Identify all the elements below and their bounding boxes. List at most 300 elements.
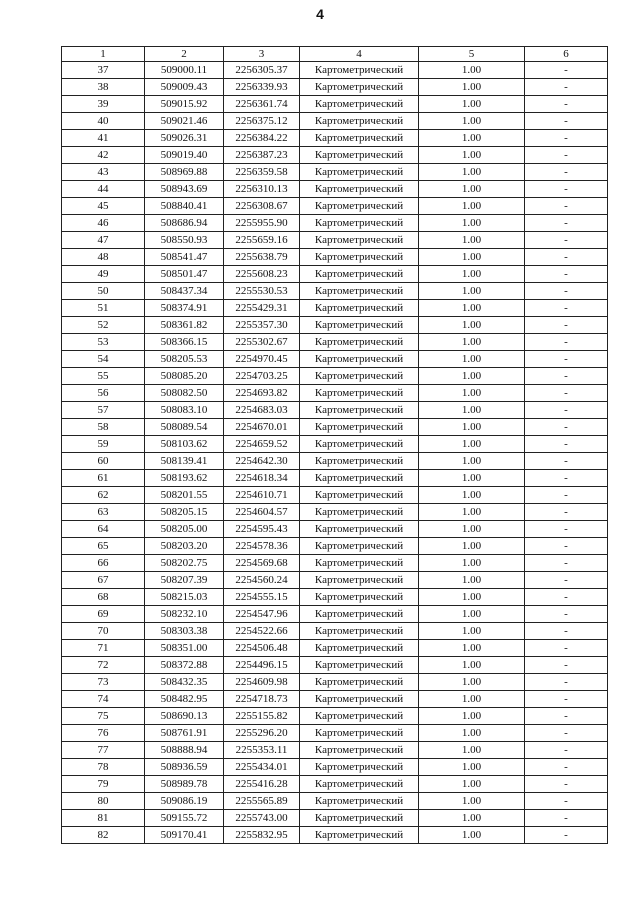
point-number-cell: 67 bbox=[62, 572, 145, 589]
table-row bbox=[62, 776, 608, 793]
y-coordinate-cell: 2255353.11 bbox=[224, 742, 300, 759]
method-cell: Картометрический bbox=[300, 453, 419, 470]
x-coordinate-cell: 508943.69 bbox=[145, 181, 224, 198]
point-number-cell: 69 bbox=[62, 606, 145, 623]
description-cell: - bbox=[525, 640, 608, 657]
method-cell: Картометрический bbox=[300, 334, 419, 351]
point-number-cell: 64 bbox=[62, 521, 145, 538]
table-row bbox=[62, 691, 608, 708]
y-coordinate-cell: 2256384.22 bbox=[224, 130, 300, 147]
x-coordinate-cell: 509086.19 bbox=[145, 793, 224, 810]
table-row bbox=[62, 419, 608, 436]
method-cell: Картометрический bbox=[300, 113, 419, 130]
accuracy-cell: 1.00 bbox=[419, 691, 525, 708]
table-row bbox=[62, 436, 608, 453]
method-cell: Картометрический bbox=[300, 606, 419, 623]
x-coordinate-cell: 508089.54 bbox=[145, 419, 224, 436]
table-row bbox=[62, 368, 608, 385]
description-cell: - bbox=[525, 742, 608, 759]
point-number-cell: 50 bbox=[62, 283, 145, 300]
description-cell: - bbox=[525, 334, 608, 351]
x-coordinate-cell: 508372.88 bbox=[145, 657, 224, 674]
point-number-cell: 75 bbox=[62, 708, 145, 725]
description-cell: - bbox=[525, 198, 608, 215]
accuracy-cell: 1.00 bbox=[419, 96, 525, 113]
accuracy-cell: 1.00 bbox=[419, 283, 525, 300]
y-coordinate-cell: 2254970.45 bbox=[224, 351, 300, 368]
method-cell: Картометрический bbox=[300, 232, 419, 249]
method-cell: Картометрический bbox=[300, 283, 419, 300]
description-cell: - bbox=[525, 317, 608, 334]
description-cell: - bbox=[525, 606, 608, 623]
accuracy-cell: 1.00 bbox=[419, 810, 525, 827]
table-row bbox=[62, 215, 608, 232]
accuracy-cell: 1.00 bbox=[419, 79, 525, 96]
table-row bbox=[62, 589, 608, 606]
y-coordinate-cell: 2255434.01 bbox=[224, 759, 300, 776]
accuracy-cell: 1.00 bbox=[419, 181, 525, 198]
x-coordinate-cell: 508482.95 bbox=[145, 691, 224, 708]
x-coordinate-cell: 508366.15 bbox=[145, 334, 224, 351]
y-coordinate-cell: 2254560.24 bbox=[224, 572, 300, 589]
accuracy-cell: 1.00 bbox=[419, 470, 525, 487]
description-cell: - bbox=[525, 538, 608, 555]
accuracy-cell: 1.00 bbox=[419, 419, 525, 436]
point-number-cell: 61 bbox=[62, 470, 145, 487]
point-number-cell: 77 bbox=[62, 742, 145, 759]
description-cell: - bbox=[525, 691, 608, 708]
method-cell: Картометрический bbox=[300, 759, 419, 776]
method-cell: Картометрический bbox=[300, 198, 419, 215]
x-coordinate-cell: 508501.47 bbox=[145, 266, 224, 283]
method-cell: Картометрический bbox=[300, 623, 419, 640]
table-row bbox=[62, 385, 608, 402]
x-coordinate-cell: 508888.94 bbox=[145, 742, 224, 759]
description-cell: - bbox=[525, 164, 608, 181]
y-coordinate-cell: 2256375.12 bbox=[224, 113, 300, 130]
description-cell: - bbox=[525, 266, 608, 283]
description-cell: - bbox=[525, 113, 608, 130]
x-coordinate-cell: 508202.75 bbox=[145, 555, 224, 572]
header-cell-5: 5 bbox=[419, 47, 525, 62]
point-number-cell: 56 bbox=[62, 385, 145, 402]
accuracy-cell: 1.00 bbox=[419, 504, 525, 521]
method-cell: Картометрический bbox=[300, 79, 419, 96]
point-number-cell: 44 bbox=[62, 181, 145, 198]
y-coordinate-cell: 2254547.96 bbox=[224, 606, 300, 623]
method-cell: Картометрический bbox=[300, 504, 419, 521]
y-coordinate-cell: 2254618.34 bbox=[224, 470, 300, 487]
method-cell: Картометрический bbox=[300, 62, 419, 79]
x-coordinate-cell: 509019.40 bbox=[145, 147, 224, 164]
accuracy-cell: 1.00 bbox=[419, 368, 525, 385]
description-cell: - bbox=[525, 453, 608, 470]
point-number-cell: 40 bbox=[62, 113, 145, 130]
y-coordinate-cell: 2255638.79 bbox=[224, 249, 300, 266]
x-coordinate-cell: 508232.10 bbox=[145, 606, 224, 623]
x-coordinate-cell: 508205.00 bbox=[145, 521, 224, 538]
x-coordinate-cell: 509155.72 bbox=[145, 810, 224, 827]
table-row bbox=[62, 742, 608, 759]
method-cell: Картометрический bbox=[300, 793, 419, 810]
point-number-cell: 45 bbox=[62, 198, 145, 215]
accuracy-cell: 1.00 bbox=[419, 487, 525, 504]
accuracy-cell: 1.00 bbox=[419, 827, 525, 844]
y-coordinate-cell: 2255302.67 bbox=[224, 334, 300, 351]
point-number-cell: 49 bbox=[62, 266, 145, 283]
x-coordinate-cell: 508989.78 bbox=[145, 776, 224, 793]
table-row bbox=[62, 453, 608, 470]
y-coordinate-cell: 2254506.48 bbox=[224, 640, 300, 657]
y-coordinate-cell: 2256308.67 bbox=[224, 198, 300, 215]
table-row bbox=[62, 79, 608, 96]
description-cell: - bbox=[525, 708, 608, 725]
method-cell: Картометрический bbox=[300, 742, 419, 759]
x-coordinate-cell: 508550.93 bbox=[145, 232, 224, 249]
x-coordinate-cell: 508205.53 bbox=[145, 351, 224, 368]
description-cell: - bbox=[525, 793, 608, 810]
y-coordinate-cell: 2254683.03 bbox=[224, 402, 300, 419]
x-coordinate-cell: 509021.46 bbox=[145, 113, 224, 130]
x-coordinate-cell: 508139.41 bbox=[145, 453, 224, 470]
header-cell-3: 3 bbox=[224, 47, 300, 62]
description-cell: - bbox=[525, 351, 608, 368]
point-number-cell: 48 bbox=[62, 249, 145, 266]
description-cell: - bbox=[525, 623, 608, 640]
description-cell: - bbox=[525, 827, 608, 844]
point-number-cell: 57 bbox=[62, 402, 145, 419]
point-number-cell: 66 bbox=[62, 555, 145, 572]
y-coordinate-cell: 2255416.28 bbox=[224, 776, 300, 793]
x-coordinate-cell: 508690.13 bbox=[145, 708, 224, 725]
table-row bbox=[62, 300, 608, 317]
description-cell: - bbox=[525, 555, 608, 572]
description-cell: - bbox=[525, 572, 608, 589]
method-cell: Картометрический bbox=[300, 130, 419, 147]
x-coordinate-cell: 508351.00 bbox=[145, 640, 224, 657]
x-coordinate-cell: 509026.31 bbox=[145, 130, 224, 147]
table-row bbox=[62, 283, 608, 300]
point-number-cell: 58 bbox=[62, 419, 145, 436]
table-row bbox=[62, 725, 608, 742]
point-number-cell: 79 bbox=[62, 776, 145, 793]
x-coordinate-cell: 508432.35 bbox=[145, 674, 224, 691]
accuracy-cell: 1.00 bbox=[419, 351, 525, 368]
point-number-cell: 72 bbox=[62, 657, 145, 674]
point-number-cell: 63 bbox=[62, 504, 145, 521]
point-number-cell: 51 bbox=[62, 300, 145, 317]
y-coordinate-cell: 2254703.25 bbox=[224, 368, 300, 385]
accuracy-cell: 1.00 bbox=[419, 776, 525, 793]
y-coordinate-cell: 2254718.73 bbox=[224, 691, 300, 708]
y-coordinate-cell: 2255530.53 bbox=[224, 283, 300, 300]
table-row bbox=[62, 708, 608, 725]
table-row bbox=[62, 674, 608, 691]
method-cell: Картометрический bbox=[300, 827, 419, 844]
description-cell: - bbox=[525, 521, 608, 538]
y-coordinate-cell: 2255296.20 bbox=[224, 725, 300, 742]
table-row bbox=[62, 164, 608, 181]
method-cell: Картометрический bbox=[300, 300, 419, 317]
method-cell: Картометрический bbox=[300, 147, 419, 164]
x-coordinate-cell: 509170.41 bbox=[145, 827, 224, 844]
x-coordinate-cell: 509000.11 bbox=[145, 62, 224, 79]
description-cell: - bbox=[525, 470, 608, 487]
header-cell-2: 2 bbox=[145, 47, 224, 62]
x-coordinate-cell: 508969.88 bbox=[145, 164, 224, 181]
x-coordinate-cell: 508361.82 bbox=[145, 317, 224, 334]
table-row bbox=[62, 793, 608, 810]
table-row bbox=[62, 470, 608, 487]
point-number-cell: 62 bbox=[62, 487, 145, 504]
y-coordinate-cell: 2255565.89 bbox=[224, 793, 300, 810]
x-coordinate-cell: 508083.10 bbox=[145, 402, 224, 419]
description-cell: - bbox=[525, 62, 608, 79]
description-cell: - bbox=[525, 181, 608, 198]
description-cell: - bbox=[525, 504, 608, 521]
point-number-cell: 74 bbox=[62, 691, 145, 708]
point-number-cell: 59 bbox=[62, 436, 145, 453]
method-cell: Картометрический bbox=[300, 657, 419, 674]
method-cell: Картометрический bbox=[300, 572, 419, 589]
y-coordinate-cell: 2256305.37 bbox=[224, 62, 300, 79]
x-coordinate-cell: 508437.34 bbox=[145, 283, 224, 300]
description-cell: - bbox=[525, 759, 608, 776]
table-row bbox=[62, 606, 608, 623]
accuracy-cell: 1.00 bbox=[419, 793, 525, 810]
x-coordinate-cell: 508761.91 bbox=[145, 725, 224, 742]
description-cell: - bbox=[525, 776, 608, 793]
table-row bbox=[62, 538, 608, 555]
point-number-cell: 73 bbox=[62, 674, 145, 691]
y-coordinate-cell: 2254693.82 bbox=[224, 385, 300, 402]
point-number-cell: 65 bbox=[62, 538, 145, 555]
table-row bbox=[62, 198, 608, 215]
description-cell: - bbox=[525, 657, 608, 674]
point-number-cell: 52 bbox=[62, 317, 145, 334]
table-row bbox=[62, 130, 608, 147]
y-coordinate-cell: 2256310.13 bbox=[224, 181, 300, 198]
description-cell: - bbox=[525, 436, 608, 453]
method-cell: Картометрический bbox=[300, 708, 419, 725]
accuracy-cell: 1.00 bbox=[419, 708, 525, 725]
method-cell: Картометрический bbox=[300, 674, 419, 691]
x-coordinate-cell: 508374.91 bbox=[145, 300, 224, 317]
description-cell: - bbox=[525, 130, 608, 147]
accuracy-cell: 1.00 bbox=[419, 62, 525, 79]
method-cell: Картометрический bbox=[300, 351, 419, 368]
y-coordinate-cell: 2254522.66 bbox=[224, 623, 300, 640]
header-cell-6: 6 bbox=[525, 47, 608, 62]
table-row bbox=[62, 232, 608, 249]
description-cell: - bbox=[525, 402, 608, 419]
coordinates-table bbox=[61, 46, 608, 844]
method-cell: Картометрический bbox=[300, 521, 419, 538]
table-row bbox=[62, 657, 608, 674]
table-row bbox=[62, 402, 608, 419]
y-coordinate-cell: 2255832.95 bbox=[224, 827, 300, 844]
y-coordinate-cell: 2254610.71 bbox=[224, 487, 300, 504]
point-number-cell: 80 bbox=[62, 793, 145, 810]
y-coordinate-cell: 2254569.68 bbox=[224, 555, 300, 572]
method-cell: Картометрический bbox=[300, 215, 419, 232]
point-number-cell: 41 bbox=[62, 130, 145, 147]
x-coordinate-cell: 508201.55 bbox=[145, 487, 224, 504]
accuracy-cell: 1.00 bbox=[419, 113, 525, 130]
y-coordinate-cell: 2255608.23 bbox=[224, 266, 300, 283]
table-row bbox=[62, 147, 608, 164]
point-number-cell: 68 bbox=[62, 589, 145, 606]
method-cell: Картометрический bbox=[300, 249, 419, 266]
x-coordinate-cell: 508085.20 bbox=[145, 368, 224, 385]
table-row bbox=[62, 759, 608, 776]
y-coordinate-cell: 2255357.30 bbox=[224, 317, 300, 334]
description-cell: - bbox=[525, 589, 608, 606]
y-coordinate-cell: 2255155.82 bbox=[224, 708, 300, 725]
accuracy-cell: 1.00 bbox=[419, 249, 525, 266]
description-cell: - bbox=[525, 674, 608, 691]
point-number-cell: 47 bbox=[62, 232, 145, 249]
table-row bbox=[62, 827, 608, 844]
y-coordinate-cell: 2255955.90 bbox=[224, 215, 300, 232]
point-number-cell: 76 bbox=[62, 725, 145, 742]
accuracy-cell: 1.00 bbox=[419, 334, 525, 351]
accuracy-cell: 1.00 bbox=[419, 555, 525, 572]
accuracy-cell: 1.00 bbox=[419, 657, 525, 674]
description-cell: - bbox=[525, 487, 608, 504]
method-cell: Картометрический bbox=[300, 691, 419, 708]
table-row bbox=[62, 351, 608, 368]
table-row bbox=[62, 62, 608, 79]
y-coordinate-cell: 2255429.31 bbox=[224, 300, 300, 317]
table-row bbox=[62, 555, 608, 572]
accuracy-cell: 1.00 bbox=[419, 572, 525, 589]
point-number-cell: 38 bbox=[62, 79, 145, 96]
accuracy-cell: 1.00 bbox=[419, 232, 525, 249]
x-coordinate-cell: 508082.50 bbox=[145, 385, 224, 402]
x-coordinate-cell: 508103.62 bbox=[145, 436, 224, 453]
point-number-cell: 37 bbox=[62, 62, 145, 79]
accuracy-cell: 1.00 bbox=[419, 266, 525, 283]
accuracy-cell: 1.00 bbox=[419, 759, 525, 776]
description-cell: - bbox=[525, 215, 608, 232]
description-cell: - bbox=[525, 300, 608, 317]
method-cell: Картометрический bbox=[300, 589, 419, 606]
table-row bbox=[62, 521, 608, 538]
description-cell: - bbox=[525, 810, 608, 827]
accuracy-cell: 1.00 bbox=[419, 385, 525, 402]
method-cell: Картометрический bbox=[300, 96, 419, 113]
y-coordinate-cell: 2256359.58 bbox=[224, 164, 300, 181]
table-row bbox=[62, 572, 608, 589]
x-coordinate-cell: 509009.43 bbox=[145, 79, 224, 96]
method-cell: Картометрический bbox=[300, 368, 419, 385]
accuracy-cell: 1.00 bbox=[419, 164, 525, 181]
y-coordinate-cell: 2255743.00 bbox=[224, 810, 300, 827]
accuracy-cell: 1.00 bbox=[419, 623, 525, 640]
method-cell: Картометрический bbox=[300, 725, 419, 742]
table-row bbox=[62, 810, 608, 827]
accuracy-cell: 1.00 bbox=[419, 300, 525, 317]
point-number-cell: 82 bbox=[62, 827, 145, 844]
table-row bbox=[62, 334, 608, 351]
y-coordinate-cell: 2256361.74 bbox=[224, 96, 300, 113]
point-number-cell: 78 bbox=[62, 759, 145, 776]
description-cell: - bbox=[525, 725, 608, 742]
accuracy-cell: 1.00 bbox=[419, 215, 525, 232]
x-coordinate-cell: 508840.41 bbox=[145, 198, 224, 215]
y-coordinate-cell: 2254609.98 bbox=[224, 674, 300, 691]
description-cell: - bbox=[525, 419, 608, 436]
table-row bbox=[62, 96, 608, 113]
accuracy-cell: 1.00 bbox=[419, 725, 525, 742]
table-row bbox=[62, 487, 608, 504]
table-row bbox=[62, 181, 608, 198]
point-number-cell: 60 bbox=[62, 453, 145, 470]
x-coordinate-cell: 508207.39 bbox=[145, 572, 224, 589]
x-coordinate-cell: 508686.94 bbox=[145, 215, 224, 232]
y-coordinate-cell: 2256339.93 bbox=[224, 79, 300, 96]
point-number-cell: 46 bbox=[62, 215, 145, 232]
point-number-cell: 55 bbox=[62, 368, 145, 385]
y-coordinate-cell: 2254496.15 bbox=[224, 657, 300, 674]
x-coordinate-cell: 508203.20 bbox=[145, 538, 224, 555]
description-cell: - bbox=[525, 96, 608, 113]
method-cell: Картометрический bbox=[300, 487, 419, 504]
x-coordinate-cell: 509015.92 bbox=[145, 96, 224, 113]
accuracy-cell: 1.00 bbox=[419, 402, 525, 419]
method-cell: Картометрический bbox=[300, 402, 419, 419]
method-cell: Картометрический bbox=[300, 436, 419, 453]
y-coordinate-cell: 2254595.43 bbox=[224, 521, 300, 538]
y-coordinate-cell: 2254578.36 bbox=[224, 538, 300, 555]
description-cell: - bbox=[525, 147, 608, 164]
y-coordinate-cell: 2254555.15 bbox=[224, 589, 300, 606]
method-cell: Картометрический bbox=[300, 164, 419, 181]
description-cell: - bbox=[525, 385, 608, 402]
point-number-cell: 54 bbox=[62, 351, 145, 368]
accuracy-cell: 1.00 bbox=[419, 742, 525, 759]
header-cell-1: 1 bbox=[62, 47, 145, 62]
point-number-cell: 53 bbox=[62, 334, 145, 351]
x-coordinate-cell: 508936.59 bbox=[145, 759, 224, 776]
accuracy-cell: 1.00 bbox=[419, 640, 525, 657]
page-number: 4 bbox=[316, 6, 324, 22]
method-cell: Картометрический bbox=[300, 640, 419, 657]
y-coordinate-cell: 2254670.01 bbox=[224, 419, 300, 436]
point-number-cell: 71 bbox=[62, 640, 145, 657]
method-cell: Картометрический bbox=[300, 810, 419, 827]
accuracy-cell: 1.00 bbox=[419, 674, 525, 691]
x-coordinate-cell: 508303.38 bbox=[145, 623, 224, 640]
method-cell: Картометрический bbox=[300, 266, 419, 283]
accuracy-cell: 1.00 bbox=[419, 130, 525, 147]
description-cell: - bbox=[525, 249, 608, 266]
description-cell: - bbox=[525, 283, 608, 300]
accuracy-cell: 1.00 bbox=[419, 147, 525, 164]
accuracy-cell: 1.00 bbox=[419, 198, 525, 215]
point-number-cell: 81 bbox=[62, 810, 145, 827]
accuracy-cell: 1.00 bbox=[419, 317, 525, 334]
method-cell: Картометрический bbox=[300, 385, 419, 402]
description-cell: - bbox=[525, 368, 608, 385]
method-cell: Картометрический bbox=[300, 317, 419, 334]
y-coordinate-cell: 2255659.16 bbox=[224, 232, 300, 249]
table-row bbox=[62, 249, 608, 266]
description-cell: - bbox=[525, 232, 608, 249]
table-row bbox=[62, 640, 608, 657]
point-number-cell: 70 bbox=[62, 623, 145, 640]
